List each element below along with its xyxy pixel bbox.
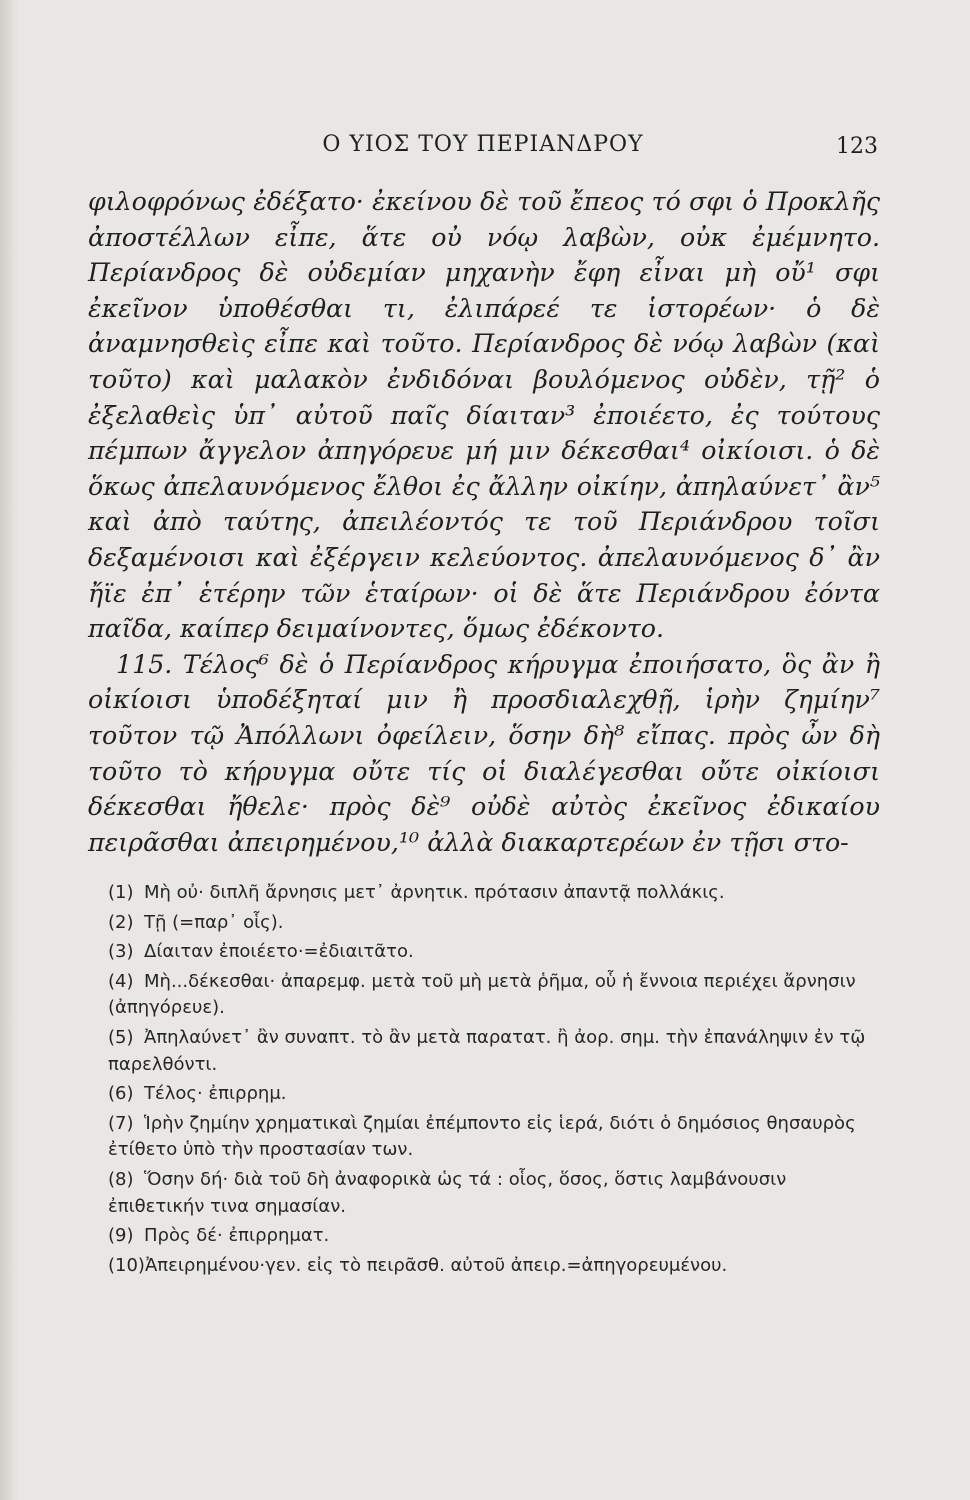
paragraph-2: 115. Τέλος⁶ δὲ ὁ Περίανδρος κήρυγμα ἐποιήσατο, ὃς ἂν ἢ οἰκίοισι ὑποδέξηταί μιν ἢ προσδιαλεχθῇ, ἱρὴν ζημίην⁷ τοῦτον τῷ Ἀπόλλωνι ὀφείλειν, ὅσην δὴ⁸ εἴπας. πρὸς ὦν δὴ τοῦτο τὸ κήρυγμα οὔτε τίς οἱ διαλέγεσθαι οὔτε οἰκίοισι δέκεσθαι ἤθελε· πρὸς δὲ⁹ οὐδὲ αὐτὸς ἐκεῖνος ἐδικαίου πειρᾶσθαι ἀπειρημένου,¹⁰ ἀλλὰ διακαρτερέων ἐν τῇσι στο- <box>88 649 880 857</box>
footnote-1 <box>108 880 878 907</box>
page-number: 123 <box>836 134 878 159</box>
footnote-number: (8) <box>108 1168 134 1190</box>
footnote-text: Τέλος· ἐπιρρημ. <box>144 1083 287 1105</box>
footnote-4 <box>108 969 878 1022</box>
footnote-3 <box>108 939 878 966</box>
footnote-number: (10) <box>108 1254 145 1276</box>
footnote-number: (4) <box>108 970 134 992</box>
footnote-number: (6) <box>108 1083 134 1105</box>
footnote-text: Πρὸς δέ· ἐπιρρηματ. <box>144 1225 330 1247</box>
footnote-2 <box>108 910 878 937</box>
footnote-5 <box>108 1025 878 1078</box>
footnote-8 <box>108 1167 878 1220</box>
footnote-text: Ὅσην δή· διὰ τοῦ δὴ ἀναφορικὰ ὡς τά : οἷος, ὅσος, ὅστις λαμβάνουσιν ἐπιθετικήν τινα σημασίαν. <box>108 1168 787 1217</box>
footnote-9 <box>108 1223 878 1250</box>
footnote-6 <box>108 1081 878 1108</box>
footnote-text: Δίαιταν ἐποιέετο·=ἐδιαιτᾶτο. <box>144 941 414 963</box>
footnote-text: Μὴ...δέκεσθαι· ἀπαρεμφ. μετὰ τοῦ μὴ μετὰ ῥῆμα, οὗ ἡ ἔννοια περιέχει ἄρνησιν (ἀπηγόρευε). <box>108 970 856 1019</box>
running-title: Ο ΥΙΟΣ ΤΟΥ ΠΕΡΙΑΝΔΡΟΥ <box>322 132 644 157</box>
footnote-text: Τῇ (=παρ᾽ οἷς). <box>144 911 284 933</box>
main-text <box>88 184 880 860</box>
footnote-number: (1) <box>108 882 134 903</box>
footnote-text: Ἀπηλαύνετ᾽ ἂν συναπτ. τὸ ἂν μετὰ παρατατ. ἢ ἀορ. σημ. τὴν ἐπανάληψιν ἐν τῷ παρελθόντι. <box>108 1026 866 1075</box>
footnote-number: (2) <box>108 911 134 933</box>
footnote-text: Ἱρὴν ζημίην χρηματικαὶ ζημίαι ἐπέμποντο εἰς ἱερά, διότι ὁ δημόσιος θησαυρὸς ἐτίθετο ὑπὸ τὴν προστασίαν των. <box>108 1112 856 1161</box>
footnote-10 <box>108 1253 878 1280</box>
page-header <box>88 132 878 172</box>
footnote-number: (9) <box>108 1225 134 1247</box>
footnote-number: (5) <box>108 1026 134 1048</box>
page-edge-shadow <box>0 0 18 1500</box>
footnotes <box>108 880 878 1282</box>
footnote-text: Ἀπειρημένου·γεν. εἰς τὸ πειρᾶσθ. αὐτοῦ ἀπειρ.=ἀπηγορευμένου. <box>144 1254 728 1276</box>
paragraph-1: φιλοφρόνως ἐδέξατο· ἐκείνου δὲ τοῦ ἔπεος τό σφι ὁ Προκλῆς ἀποστέλλων εἶπε, ἅτε οὐ νόῳ λαβὼν, οὐκ ἐμέμνητο. Περίανδρος δὲ οὐδεμίαν μηχανὴν ἔφη εἶναι μὴ οὔ¹ σφι ἐκεῖνον ὑποθέσθαι τι, ἐλιπάρεέ τε ἱστορέων· ὁ δὲ ἀναμνησθεὶς εἶπε καὶ τοῦτο. Περίανδρος δὲ νόῳ λαβὼν (καὶ τοῦτο) καὶ μαλακὸν ἐνδιδόναι βουλόμενος οὐδὲν, τῇ² ὁ ἐξελαθεὶς ὑπ᾽ αὐτοῦ παῖς δίαιταν³ ἐποιέετο, ἐς τούτους πέμπων ἄγγελον ἀπηγόρευε μή μιν δέκεσθαι⁴ οἰκίοισι. ὁ δὲ ὅκως ἀπελαυνόμενος ἔλθοι ἐς ἄλλην οἰκίην, ἀπηλαύνετ᾽ ἂν⁵ καὶ ἀπὸ ταύτης, ἀπειλέοντός τε τοῦ Περιάνδρου τοῖσι δεξαμένοισι καὶ ἐξέργειν κελεύοντος. ἀπελαυνόμενος δ᾽ ἂν ἤϊε ἐπ᾽ ἑτέρην τῶν ἑταίρων· οἱ δὲ ἅτε Περιάνδρου ἐόντα παῖδα, καίπερ δειμαίνοντες, ὅμως ἐδέκοντο. <box>88 187 880 644</box>
footnote-text: Μὴ οὐ· διπλῆ ἄρνησις μετ᾽ ἀρνητικ. πρότασιν ἀπαντᾷ πολλάκις. <box>144 882 725 903</box>
footnote-7 <box>108 1111 878 1164</box>
footnote-number: (3) <box>108 941 134 963</box>
footnote-number: (7) <box>108 1112 134 1134</box>
